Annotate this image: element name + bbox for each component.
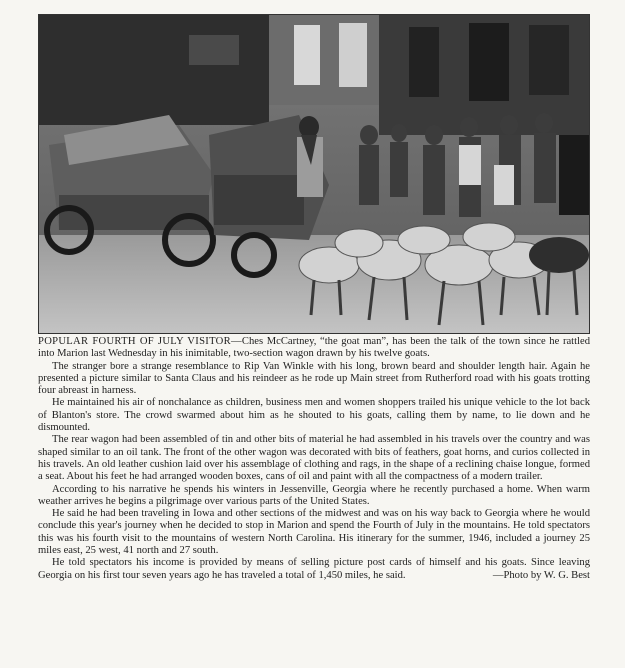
goat-man-photo (38, 14, 590, 334)
paragraph-5: He said he had been traveling in Iowa and other sections of the midwest and was on his way back to Georgia where he would conclude this year's journey when he decided to stop in Marion and spend the Fourth of July in the mountains. He told spectators this was his fourth visit to the mountains of western North Carolina. His itinerary for the summer, 1946, included a journey 25 miles east, 25 west, 41 north and 27 south. (38, 508, 590, 557)
caption-headline: POPULAR FOURTH OF JULY VISITOR— (38, 336, 242, 347)
paragraph-2: He maintained his air of nonchalance as children, business men and women shoppers trailed his unique vehicle to the lot back of Blanton's store. The crowd swarmed about him as he shouted to his goats, calling them by name, to lie down and he dismounted. (38, 397, 590, 434)
photo-credit: —Photo by W. G. Best (492, 569, 590, 581)
caption-text: Ches McCartney, “the goat man”, has been the talk of the town since he rattled into Marion last Wednesday in his inimitable, two-section wagon drawn by his twelve goats. (38, 336, 590, 360)
paragraph-6: He told spectators his income is provided by means of selling picture post cards of himself and his goats. Since leaving Georgia on his first tour seven years ago he has traveled a total of 1,450 miles, he said. (38, 557, 590, 581)
photo-caption (38, 336, 590, 361)
paragraph-1: The stranger bore a strange resemblance to Rip Van Winkle with his long, brown beard and shoulder length hair. Again he presented a picture similar to Santa Claus and his reindeer as he rode up Main street from Rutherford road with his goats trotting four abreast in harness. (38, 360, 590, 397)
paragraph-4: According to his narrative he spends his winters in Jessenville, Georgia where he recently purchased a home. When warm weather arrives he begins a pilgrimage over various parts of the United States. (38, 483, 590, 507)
paragraph-3: The rear wagon had been assembled of tin and other bits of material he had assembled in his travels over the country and was shaped similar to an oil tank. The front of the other wagon was decorated with bits of feathers, goat horns, and curios collected in his travels. An old leather cushion laid over his assemblage of clothing and rags, in the shape of a reclining chaise longue, formed a seat. About his feet he had arranged wooden boxes, cans of oil and paint with all the compactness of a modern trailer. (38, 434, 590, 483)
article-body (38, 336, 590, 582)
